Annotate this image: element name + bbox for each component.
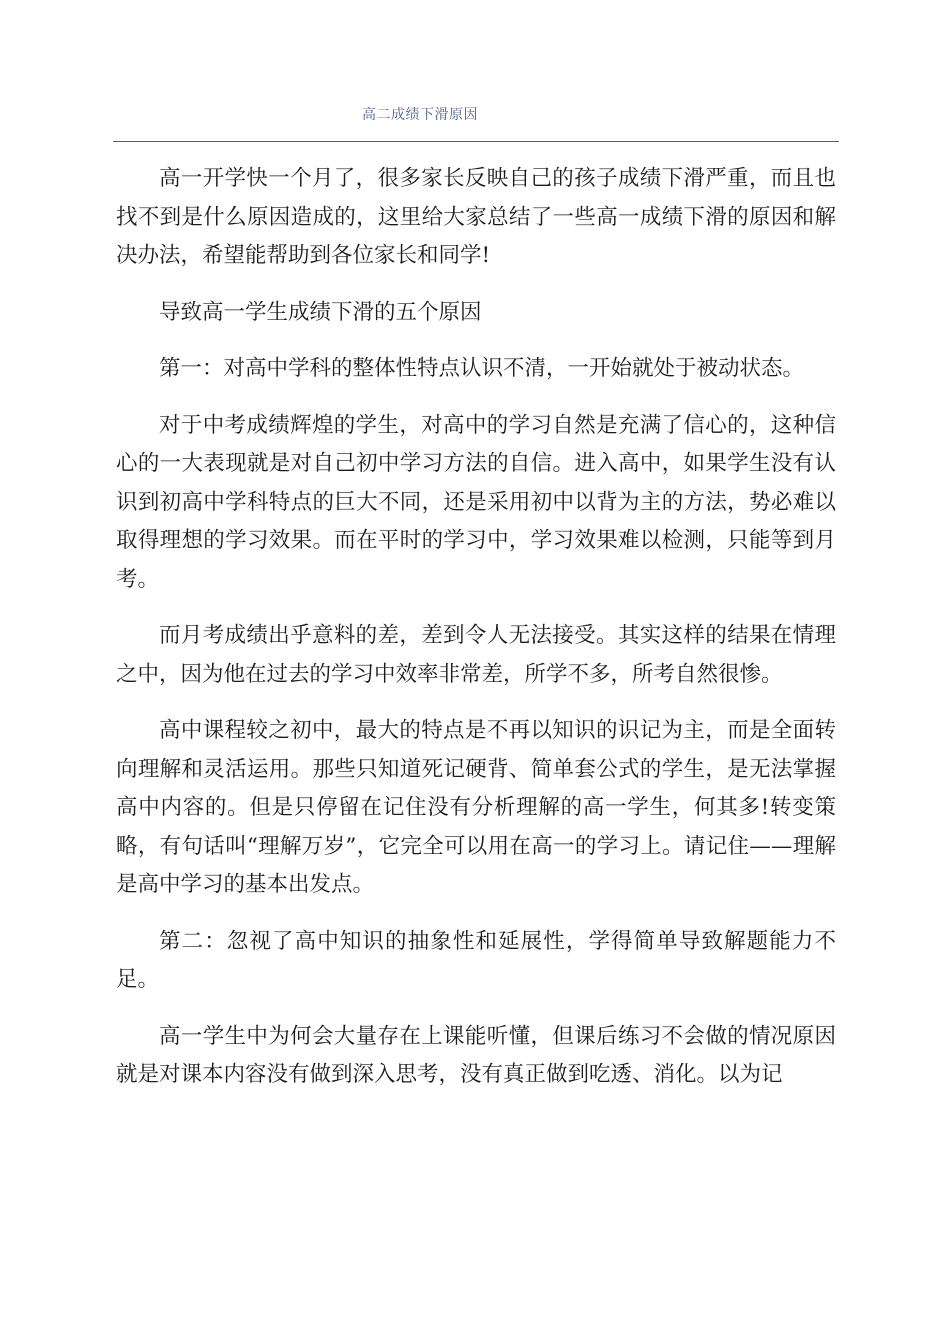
body-paragraph: 而月考成绩出乎意料的差，差到令人无法接受。其实这样的结果在情理之中，因为他在过去的学习中效率非常差，所学不多，所考自然很惨。 [116,623,836,687]
body-paragraph: 高中课程较之初中，最大的特点是不再以知识的识记为主，而是全面转向理解和灵活运用。那些只知道死记硬背、简单套公式的学生，是无法掌握高中内容的。但是只停留在记住没有分析理解的高一学生，何其多!转变策略，有句话叫“理解万岁”，它完全可以用在高一的学习上。请记住——理解是高中学习的基本出发点。 [116,718,836,897]
document-body [116,160,836,1113]
body-paragraph: 对于中考成绩辉煌的学生，对高中的学习自然是充满了信心的，这种信心的一大表现就是对自己初中学习方法的自信。进入高中，如果学生没有认识到初高中学科特点的巨大不同，还是采用初中以背为主的方法，势必难以取得理想的学习效果。而在平时的学习中，学习效果难以检测，只能等到月考。 [116,412,836,592]
header-title: 高二成绩下滑原因 [362,107,478,123]
body-paragraph: 高一学生中为何会大量存在上课能听懂，但课后练习不会做的情况原因就是对课本内容没有做到深入思考，没有真正做到吃透、消化。以为记 [116,1023,836,1087]
reason-one-heading: 第一：对高中学科的整体性特点认识不清，一开始就处于被动状态。 [159,356,805,381]
reason-two-heading: 第二：忽视了高中知识的抽象性和延展性，学得简单导致解题能力不足。 [116,928,836,992]
header-divider [113,141,839,142]
intro-paragraph: 高一开学快一个月了，很多家长反映自己的孩子成绩下滑严重，而且也找不到是什么原因造成的，这里给大家总结了一些高一成绩下滑的原因和解决办法，希望能帮助到各位家长和同学! [116,166,836,268]
section-heading: 导致高一学生成绩下滑的五个原因 [159,299,482,325]
